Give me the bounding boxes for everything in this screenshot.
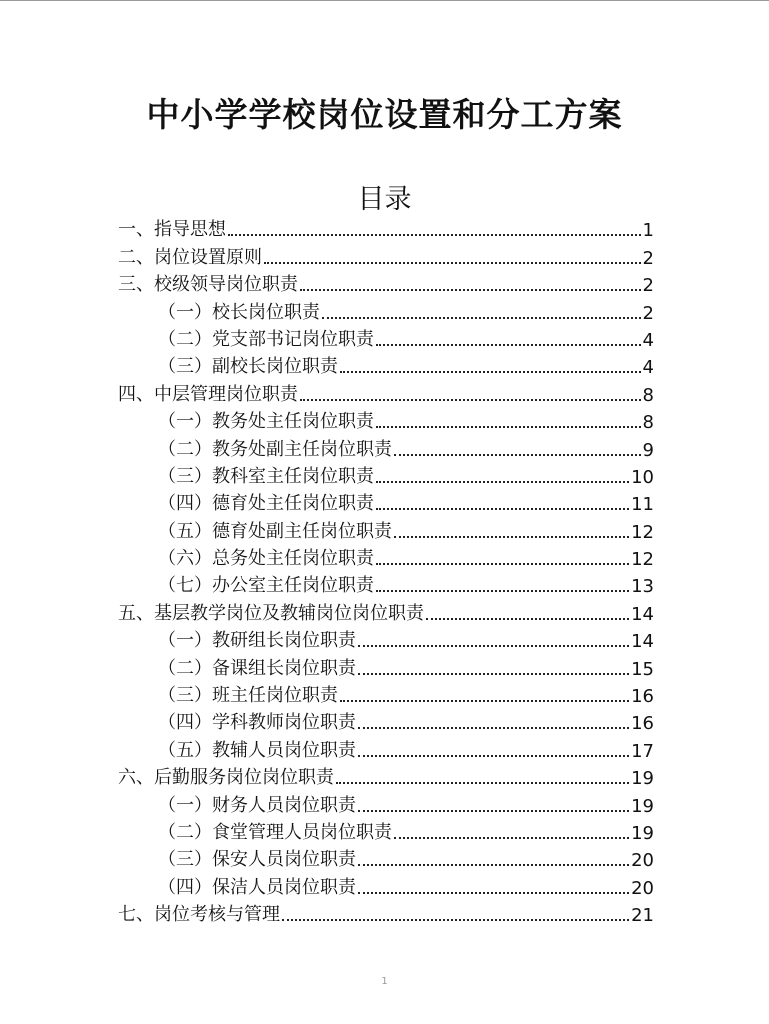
toc-entry-label: 五、基层教学岗位及教辅岗位岗位职责 [118,602,424,624]
toc-entry-page: 19 [631,822,654,844]
toc-entry-label: （三）教科室主任岗位职责 [158,465,374,487]
toc-entry-page: 8 [642,384,654,406]
toc-entry-label: 七、岗位考核与管理 [118,904,280,926]
toc-leader-dots [340,700,629,702]
toc-entry-label: （一）财务人员岗位职责 [158,794,356,816]
toc-entry[interactable] [118,324,654,351]
table-of-contents [118,214,654,926]
toc-leader-dots [394,536,629,538]
toc-entry[interactable] [118,269,654,296]
toc-entry-label: （二）食堂管理人员岗位职责 [158,821,392,843]
toc-entry-label: （四）德育处主任岗位职责 [158,493,374,515]
toc-leader-dots [394,837,629,839]
toc-leader-dots [376,563,629,565]
toc-entry[interactable] [118,296,654,323]
toc-entry[interactable] [118,680,654,707]
toc-entry-page: 20 [631,850,654,872]
toc-leader-dots [340,371,641,373]
toc-entry[interactable] [118,762,654,789]
toc-entry-page: 13 [631,576,654,598]
toc-entry-label: （六）总务处主任岗位职责 [158,548,374,570]
toc-entry-label: （三）保安人员岗位职责 [158,849,356,871]
toc-leader-dots [426,618,629,620]
toc-entry-label: （三）副校长岗位职责 [158,356,338,378]
toc-entry-page: 2 [642,302,654,324]
toc-entry-label: （一）教务处主任岗位职责 [158,411,374,433]
toc-entry-label: （二）备课组长岗位职责 [158,657,356,679]
toc-entry[interactable] [118,871,654,898]
toc-leader-dots [358,892,629,894]
toc-entry-label: 三、校级领导岗位职责 [118,274,298,296]
toc-leader-dots [228,234,641,236]
toc-entry-label: （七）办公室主任岗位职责 [158,575,374,597]
toc-leader-dots [300,399,641,401]
toc-leader-dots [376,344,641,346]
toc-entry-page: 19 [631,768,654,790]
toc-entry[interactable] [118,433,654,460]
toc-entry[interactable] [118,570,654,597]
toc-entry[interactable] [118,597,654,624]
toc-entry-label: （二）党支部书记岗位职责 [158,328,374,350]
toc-entry-page: 9 [642,439,654,461]
toc-entry-page: 12 [631,549,654,571]
toc-entry-label: （四）保洁人员岗位职责 [158,876,356,898]
toc-entry[interactable] [118,707,654,734]
toc-entry[interactable] [118,652,654,679]
toc-entry-page: 10 [631,466,654,488]
toc-entry-page: 15 [631,658,654,680]
toc-entry-page: 4 [642,357,654,379]
toc-entry-page: 1 [642,220,654,242]
toc-heading: 目录 [357,184,412,215]
toc-leader-dots [358,755,629,757]
toc-leader-dots [376,590,629,592]
toc-leader-dots [376,508,629,510]
toc-leader-dots [264,262,641,264]
toc-leader-dots [322,317,641,319]
toc-entry-label: （三）班主任岗位职责 [158,685,338,707]
toc-leader-dots [358,645,629,647]
toc-entry-page: 12 [631,521,654,543]
toc-entry[interactable] [118,406,654,433]
toc-entry-label: （四）学科教师岗位职责 [158,712,356,734]
toc-entry[interactable] [118,461,654,488]
toc-entry-label: （二）教务处副主任岗位职责 [158,438,392,460]
toc-entry-page: 4 [642,329,654,351]
toc-entry-label: （一）教研组长岗位职责 [158,630,356,652]
toc-entry[interactable] [118,543,654,570]
toc-entry[interactable] [118,625,654,652]
page-number: 1 [381,976,388,987]
toc-entry-page: 2 [642,247,654,269]
toc-entry[interactable] [118,734,654,761]
toc-entry-page: 17 [631,740,654,762]
toc-entry-page: 8 [642,412,654,434]
toc-leader-dots [376,481,629,483]
toc-entry[interactable] [118,789,654,816]
toc-entry[interactable] [118,351,654,378]
toc-entry-label: 二、岗位设置原则 [118,246,262,268]
toc-entry[interactable] [118,844,654,871]
toc-leader-dots [336,782,629,784]
toc-entry[interactable] [118,378,654,405]
toc-entry-page: 2 [642,275,654,297]
toc-entry-page: 11 [631,494,654,516]
document-title: 中小学学校岗位设置和分工方案 [146,95,623,134]
toc-entry[interactable] [118,899,654,926]
toc-entry-label: （一）校长岗位职责 [158,301,320,323]
toc-leader-dots [358,673,629,675]
toc-entry[interactable] [118,214,654,241]
toc-entry[interactable] [118,817,654,844]
toc-leader-dots [376,426,641,428]
toc-leader-dots [300,289,641,291]
toc-leader-dots [358,810,629,812]
toc-entry-page: 16 [631,713,654,735]
toc-entry[interactable] [118,515,654,542]
toc-entry-page: 16 [631,686,654,708]
toc-entry-page: 20 [631,877,654,899]
toc-entry-label: 六、后勤服务岗位岗位职责 [118,767,334,789]
toc-entry-label: （五）德育处副主任岗位职责 [158,520,392,542]
toc-entry-page: 19 [631,795,654,817]
toc-leader-dots [394,454,641,456]
toc-entry-label: 一、指导思想 [118,219,226,241]
toc-leader-dots [358,727,629,729]
toc-entry-page: 21 [631,905,654,927]
toc-entry[interactable] [118,241,654,268]
toc-leader-dots [358,864,629,866]
toc-entry-label: （五）教辅人员岗位职责 [158,739,356,761]
toc-entry-page: 14 [631,631,654,653]
toc-entry[interactable] [118,488,654,515]
toc-entry-label: 四、中层管理岗位职责 [118,383,298,405]
toc-leader-dots [282,919,629,921]
toc-entry-page: 14 [631,603,654,625]
